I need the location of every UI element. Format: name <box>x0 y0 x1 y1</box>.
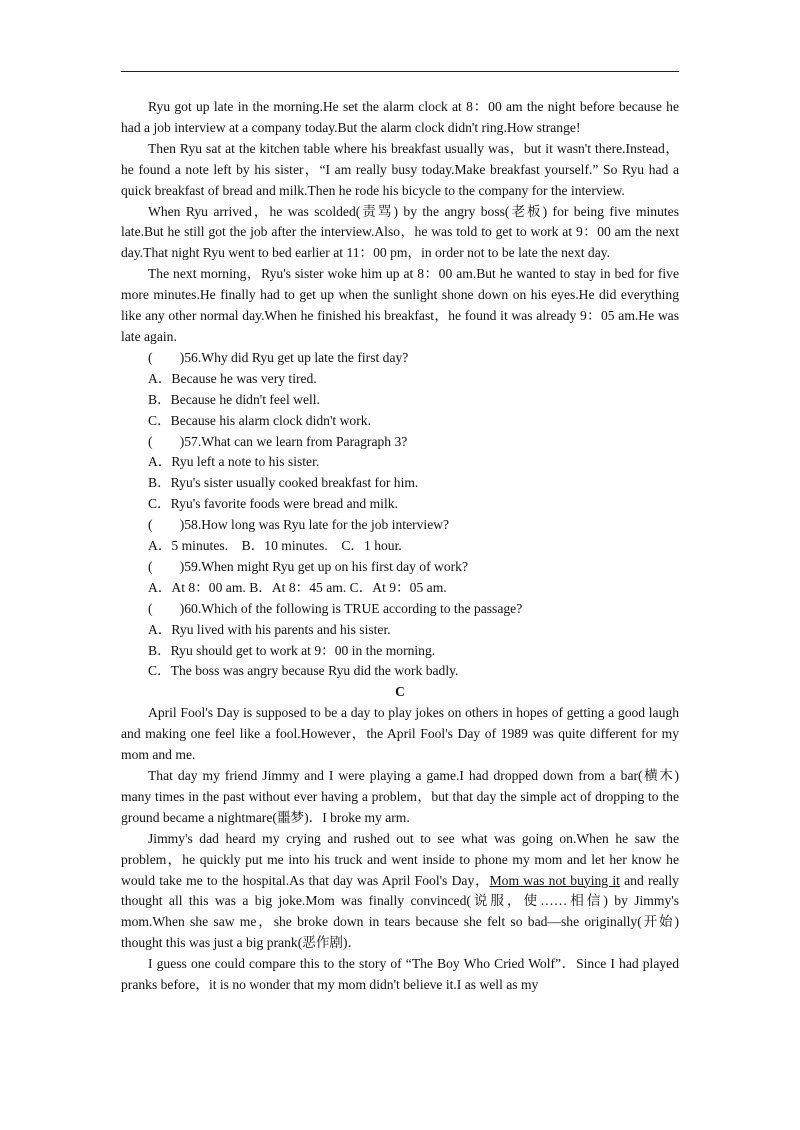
question-59: ( )59.When might Ryu get up on his first day of work? <box>148 558 468 574</box>
question-56-option-c: C．Because his alarm clock didn't work. <box>148 412 371 428</box>
passage-b-paragraph-4: The next morning，Ryu's sister woke him up at 8：00 am.But he wanted to stay in bed for five more minutes.He finally had to get up when the sunlight shone down on his eyes.He did everything like any other normal day.When he finished his breakfast，he found it was already 9：05 am.He was late again. <box>121 266 679 344</box>
question-56: ( )56.Why did Ryu get up late the first day? <box>148 349 409 365</box>
question-57-option-b: B．Ryu's sister usually cooked breakfast for him. <box>148 475 419 491</box>
passage-c-paragraph-1: April Fool's Day is supposed to be a day to play jokes on others in hopes of getting a good laugh and making one feel like a fool.However，the April Fool's Day of 1989 was quite different for my mom and me. <box>121 705 679 763</box>
top-divider <box>121 71 679 72</box>
question-60: ( )60.Which of the following is TRUE according to the passage? <box>148 600 523 616</box>
question-59-options: A．At 8：00 am. B．At 8：45 am. C．At 9：05 am. <box>148 579 447 595</box>
document-page <box>121 97 679 996</box>
question-57-option-c: C．Ryu's favorite foods were bread and milk. <box>148 496 398 512</box>
passage-c-paragraph-3-text-before: Jimmy's dad heard my crying and rushed out to see what was going on.When he saw the problem，he quickly put me into his truck and went inside to phone my mom and let her know he would take me to the hospital.As that day was April Fool's Day， <box>121 830 679 888</box>
passage-c-paragraph-3-text-after: and really thought all this was a big joke.Mom was finally convinced(说服，使……相信) by Jimmy's mom.When she saw me，she broke down in tears because she felt so bad—she originally(开始) thought this was just a big prank(恶作剧)． <box>121 872 679 951</box>
passage-b-paragraph-2: Then Ryu sat at the kitchen table where his breakfast usually was，but it wasn't there.Instead，he found a note left by his sister，“I am really busy today.Make breakfast yourself.” So Ryu had a quick breakfast of bread and milk.Then he rode his bicycle to the company for the interview. <box>121 140 679 198</box>
question-57-option-a: A．Ryu left a note to his sister. <box>148 454 320 470</box>
question-60-option-a: A．Ryu lived with his parents and his sister. <box>148 621 391 637</box>
question-56-option-a: A．Because he was very tired. <box>148 370 317 386</box>
passage-c-paragraph-4: I guess one could compare this to the story of “The Boy Who Cried Wolf”．Since I had played pranks before，it is no wonder that my mom didn't believe it.I as well as my <box>121 956 679 993</box>
passage-b-paragraph-3: When Ryu arrived，he was scolded(责骂) by the angry boss(老板) for being five minutes late.But he still got the job after the interview.Also，he was told to get to work at 9：00 am the next day.That night Ryu went to bed earlier at 11：00 pm，in order not to be late the next day. <box>121 203 679 261</box>
question-56-option-b: B．Because he didn't feel well. <box>148 391 320 407</box>
passage-c-paragraph-3 <box>121 829 679 954</box>
question-58-options: A．5 minutes. B．10 minutes. C．1 hour. <box>148 538 402 554</box>
section-c-heading: C <box>395 684 405 700</box>
question-57: ( )57.What can we learn from Paragraph 3? <box>148 433 408 449</box>
underlined-phrase: Mom was not buying it <box>489 872 620 888</box>
question-58: ( )58.How long was Ryu late for the job interview? <box>148 517 450 533</box>
passage-b-paragraph-1: Ryu got up late in the morning.He set the alarm clock at 8：00 am the night before because he had a job interview at a company today.But the alarm clock didn't ring.How strange! <box>121 99 679 135</box>
question-60-option-c: C．The boss was angry because Ryu did the work badly. <box>148 663 459 679</box>
question-60-option-b: B．Ryu should get to work at 9：00 in the morning. <box>148 642 436 658</box>
passage-c-paragraph-2: That day my friend Jimmy and I were playing a game.I had dropped down from a bar(横木) many times in the past without ever having a problem，but that day the simple act of dropping to the ground became a nightmare(噩梦)．I broke my arm. <box>121 768 679 825</box>
